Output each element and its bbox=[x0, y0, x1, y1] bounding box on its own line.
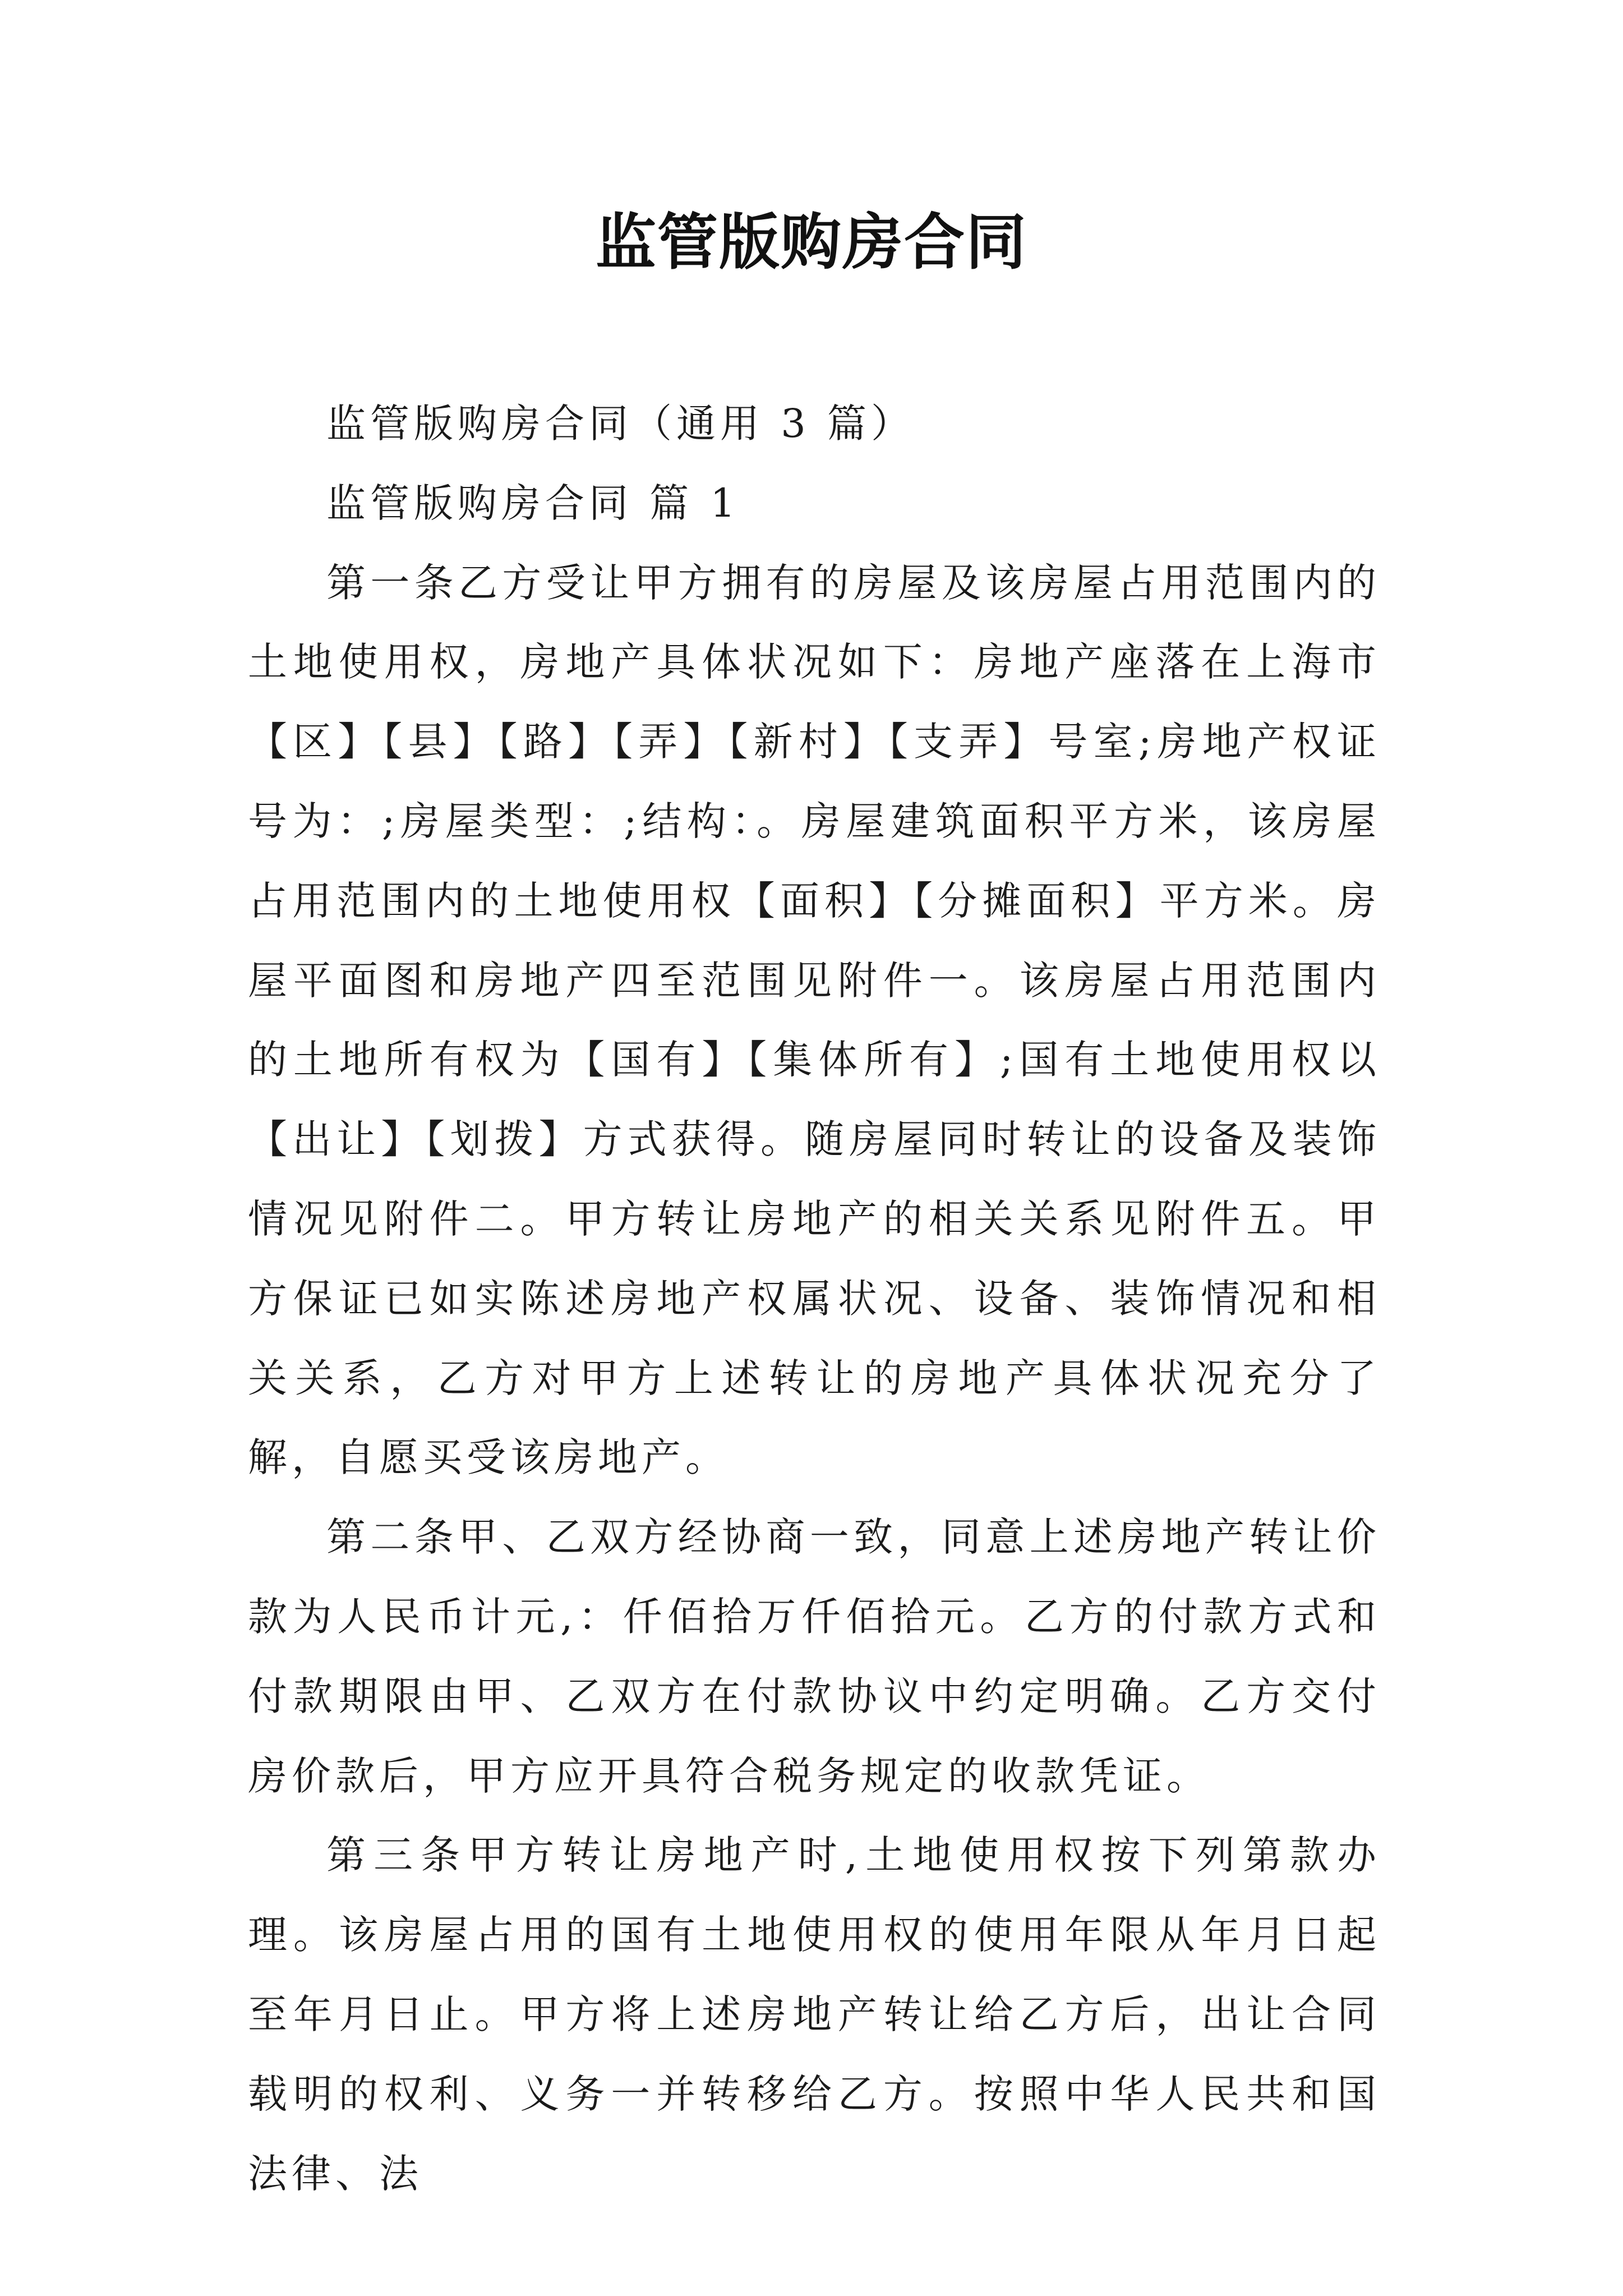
paragraph-article-3: 第三条甲方转让房地产时,土地使用权按下列第款办理。该房屋占用的国有土地使用权的使用年限从年月日起至年月日止。甲方将上述房地产转让给乙方后，出让合同载明的权利、义务一并转移给乙方。按照中华人民共和国法律、法 bbox=[248, 1832, 1381, 2197]
document-body bbox=[248, 384, 1381, 2214]
document-subtitle: 监管版购房合同（通用 3 篇） bbox=[326, 401, 915, 447]
paragraph-article-1: 第一条乙方受让甲方拥有的房屋及该房屋占用范围内的土地使用权，房地产具体状况如下：房地产座落在上海市【区】【县】【路】【弄】【新村】【支弄】号室;房地产权证号为：;房屋类型：;结构：。房屋建筑面积平方米，该房屋占用范围内的土地使用权【面积】【分摊面积】平方米。房屋平面图和房地产四至范围见附件一。该房屋占用范围内的土地所有权为【国有】【集体所有】;国有土地使用权以【出让】【划拨】方式获得。随房屋同时转让的设备及装饰情况见附件二。甲方转让房地产的相关关系见附件五。甲方保证已如实陈述房地产权属状况、设备、装饰情况和相关关系，乙方对甲方上述转让的房地产具体状况充分了解，自愿买受该房地产。 bbox=[248, 559, 1381, 1481]
paragraph-article-2: 第二条甲、乙双方经协商一致，同意上述房地产转让价款为人民币计元,：仟佰拾万仟佰拾元。乙方的付款方式和付款期限由甲、乙双方在付款协议中约定明确。乙方交付房价款后，甲方应开具符合税务规定的收款凭证。 bbox=[248, 1514, 1381, 1799]
section-heading: 监管版购房合同 篇 1 bbox=[326, 480, 740, 526]
document-title: 监管版购房合同 bbox=[595, 207, 1027, 278]
